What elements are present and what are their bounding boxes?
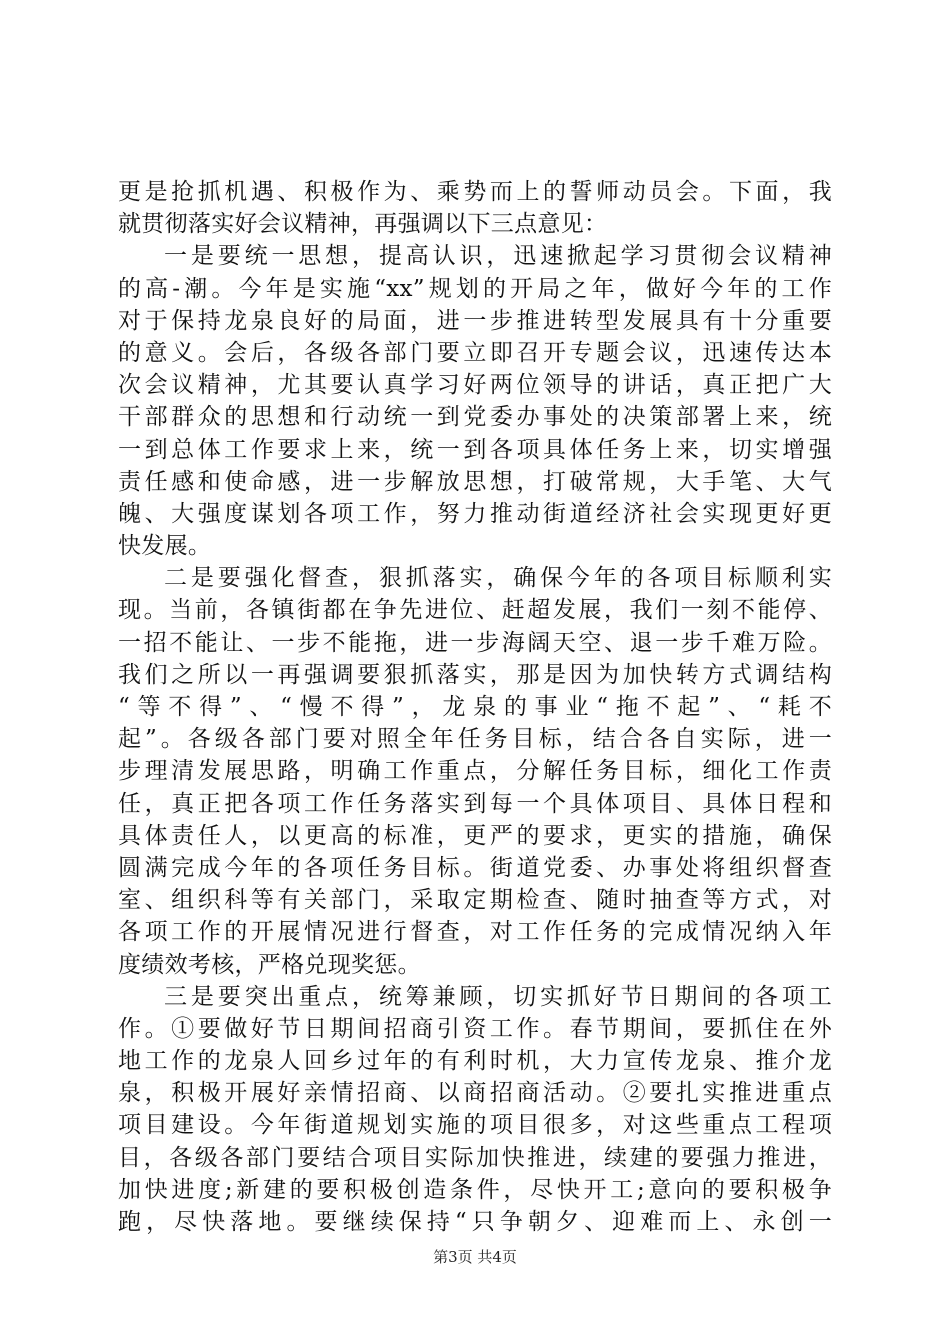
text-line: 加快进度;新建的要积极创造条件，尽快开工;意向的要积极争: [118, 1176, 832, 1203]
text-line: 度绩效考核，严格兑现奖惩。: [118, 951, 421, 978]
text-line: 现。当前，各镇街都在争先进位、赶超发展，我们一刻不能停、: [118, 597, 832, 624]
text-line: “等不得”、“慢不得”，龙泉的事业“拖不起”、“耗不: [118, 694, 832, 720]
text-line: 魄、大强度谋划各项工作，努力推动街道经济社会实现更好更: [118, 500, 832, 527]
text-line: 目，各级各部门要结合项目实际加快推进，续建的要强力推进，: [118, 1144, 832, 1171]
text-line: 具体责任人，以更高的标准，更严的要求，更实的措施，确保: [118, 822, 832, 849]
text-line: 各项工作的开展情况进行督查，对工作任务的完成情况纳入年: [118, 919, 832, 946]
text-line: 干部群众的思想和行动统一到党委办事处的决策部署上来，统: [118, 404, 832, 431]
text-line: 室、组织科等有关部门，采取定期检查、随时抽查等方式，对: [118, 887, 832, 914]
text-line: 任，真正把各项工作任务落实到每一个具体项目、具体日程和: [118, 790, 832, 817]
text-line: 圆满完成今年的各项任务目标。街道党委、办事处将组织督查: [118, 854, 832, 881]
text-line: 更是抢抓机遇、积极作为、乘势而上的誓师动员会。下面，我: [118, 179, 832, 205]
text-line: 对于保持龙泉良好的局面，进一步推进转型发展具有十分重要: [118, 307, 832, 334]
text-line: 二是要强化督查，狠抓落实，确保今年的各项目标顺利实: [164, 565, 832, 592]
text-line: 一招不能让、一步不能拖，进一步海阔天空、退一步千难万险。: [118, 629, 832, 656]
text-line: 责任感和使命感，进一步解放思想，打破常规，大手笔、大气: [118, 468, 832, 495]
text-line: 作。①要做好节日期间招商引资工作。春节期间，要抓住在外: [118, 1015, 832, 1042]
text-line: 跑，尽快落地。要继续保持“只争朝夕、迎难而上、永创一: [118, 1209, 832, 1235]
text-line: 的高-潮。今年是实施“xx”规划的开局之年，做好今年的工作: [118, 275, 832, 302]
text-line: 我们之所以一再强调要狠抓落实，那是因为加快转方式调结构: [118, 661, 832, 688]
text-line: 泉，积极开展好亲情招商、以商招商活动。②要扎实推进重点: [118, 1080, 832, 1107]
page-footer: 第3页 共4页: [433, 1248, 517, 1266]
text-line: 的意义。会后，各级各部门要立即召开专题会议，迅速传达本: [118, 339, 832, 366]
text-line: 起”。各级各部门要对照全年任务目标，结合各自实际，进一: [118, 726, 832, 753]
text-line: 快发展。: [118, 533, 212, 560]
text-line: 三是要突出重点，统筹兼顾，切实抓好节日期间的各项工: [164, 983, 832, 1010]
text-line: 一是要统一思想，提高认识，迅速掀起学习贯彻会议精神: [164, 243, 832, 270]
text-line: 项目建设。今年街道规划实施的项目很多，对这些重点工程项: [118, 1112, 832, 1139]
text-line: 步理清发展思路，明确工作重点，分解任务目标，细化工作责: [118, 758, 832, 785]
text-line: 次会议精神，尤其要认真学习好两位领导的讲话，真正把广大: [118, 372, 832, 399]
text-line: 一到总体工作要求上来，统一到各项具体任务上来，切实增强: [118, 436, 832, 463]
text-line: 地工作的龙泉人回乡过年的有利时机，大力宣传龙泉、推介龙: [118, 1048, 832, 1075]
text-line: 就贯彻落实好会议精神，再强调以下三点意见：: [118, 211, 608, 238]
body-text: [118, 176, 832, 1238]
